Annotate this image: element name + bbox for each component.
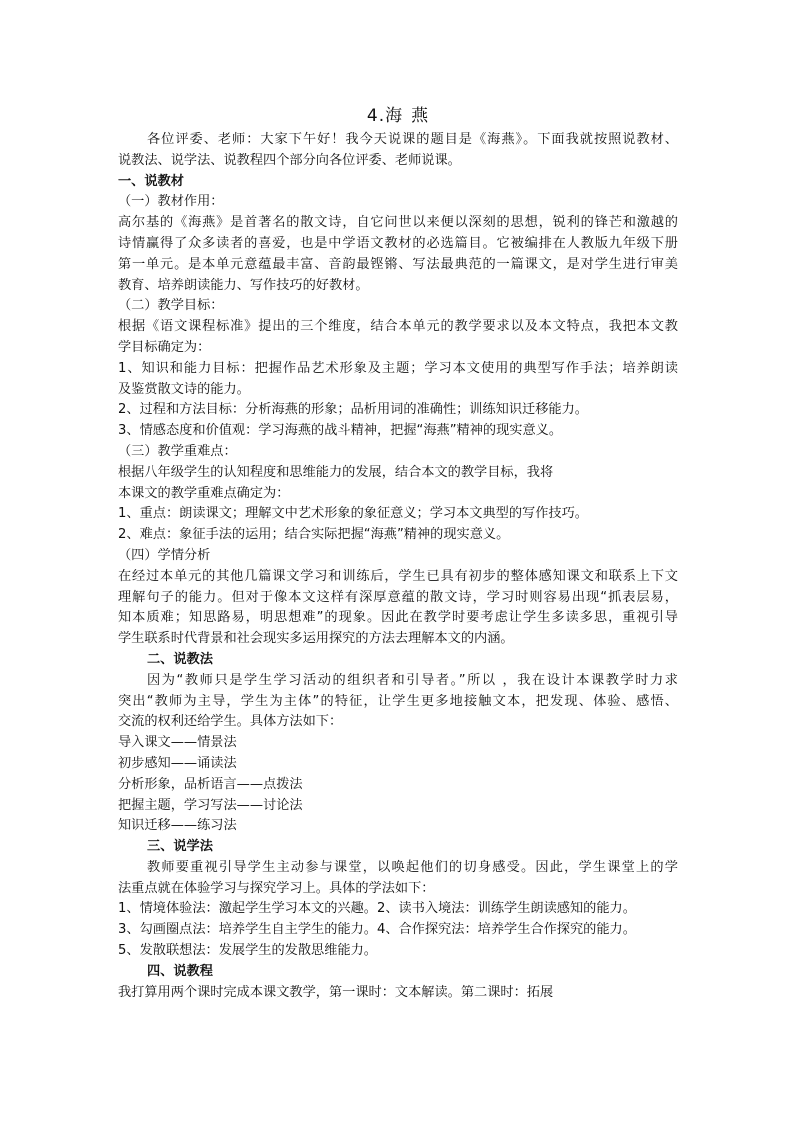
paragraph-line: 在经过本单元的其他几篇课文学习和训练后，学生已具有初步的整体感知课文和联系上下文 xyxy=(118,568,678,584)
paragraph-line: 诗情赢得了众多读者的喜爱，也是中学语文教材的必选篇目。它被编排在人教版九年级下册 xyxy=(118,235,678,251)
section-heading: 三、说学法 xyxy=(147,839,213,855)
paragraph-line: 因为“教师只是学生学习活动的组织者和引导者。”所以 ，我在设计本课教学时力求 xyxy=(147,672,678,688)
paragraph-line: 学目标确定为： xyxy=(118,339,211,355)
paragraph-line: 知本质难；知思路易，明思想难”的现象。因此在教学时要考虑让学生多读多思，重视引导 xyxy=(118,610,678,626)
paragraph-line: 交流的权利还给学生。具体方法如下： xyxy=(118,714,343,730)
section-heading: 二、说教法 xyxy=(147,651,213,667)
paragraph-line: 各位评委、老师：大家下午好！我今天说课的题目是《海燕》。下面我就按照说教材、 xyxy=(147,132,678,147)
list-item: 3、情感态度和价值观：学习海燕的战斗精神，把握“海燕”精神的现实意义。 xyxy=(118,423,563,439)
paragraph-line: 突出“教师为主导，学生为主体”的特征，让学生更多地接触文本，把发现、体验、感悟、 xyxy=(118,693,678,709)
paragraph-line: 理解句子的能力。但对于像本文这样有深厚意蕴的散文诗，学习时则容易出现“抓表层易， xyxy=(118,589,678,605)
body-text xyxy=(118,130,678,1003)
list-item: 知识迁移——练习法 xyxy=(118,818,237,834)
paragraph-line: 本课文的教学重难点确定为： xyxy=(118,485,290,501)
list-item: 1、情境体验法：激起学生学习本文的兴趣。2、读书入境法：训练学生朗读感知的能力。 xyxy=(118,901,636,917)
list-item: 1、重点：朗读课文；理解文中艺术形象的象征意义；学习本文典型的写作技巧。 xyxy=(118,506,588,522)
paragraph-line: 法重点就在体验学习与探究学习上。具体的学法如下： xyxy=(118,880,435,896)
list-item: 2、过程和方法目标：分析海燕的形象；品析用词的准确性；训练知识迁移能力。 xyxy=(118,402,588,418)
paragraph-line: 根据《语文课程标准》提出的三个维度，结合本单元的教学要求以及本文特点，我把本文教 xyxy=(118,319,678,335)
title-number: 4. xyxy=(366,106,386,126)
paragraph-line: 高尔基的《海燕》是首著名的散文诗，自它问世以来便以深刻的思想，锐利的锋芒和激越的 xyxy=(118,215,678,231)
list-item: 5、发散联想法：发展学生的发散思维能力。 xyxy=(118,943,377,959)
list-item: 2、难点：象征手法的运用；结合实际把握“海燕”精神的现实意义。 xyxy=(118,527,510,543)
list-item: 把握主题，学习写法——讨论法 xyxy=(118,797,303,813)
list-item: 初步感知——诵读法 xyxy=(118,755,237,771)
subsection-heading: （二）教学目标： xyxy=(118,298,224,314)
list-item: 3、勾画圈点法：培养学生自主学生的能力。4、合作探究法：培养学生合作探究的能力。 xyxy=(118,922,636,938)
paragraph-line: 学生联系时代背景和社会现实多运用探究的方法去理解本文的内涵。 xyxy=(118,631,514,647)
paragraph-line: 第一单元。是本单元意蕴最丰富、音韵最铿锵、写法最典范的一篇课文，是对学生进行审美 xyxy=(118,256,678,272)
list-item: 分析形象，品析语言——点拨法 xyxy=(118,776,303,792)
paragraph-line: 我打算用两个课时完成本课文教学，第一课时：文本解读。第二课时：拓展 xyxy=(118,984,554,1000)
subsection-heading: （四）学情分析 xyxy=(118,547,211,563)
subsection-heading: （一）教材作用： xyxy=(118,194,224,210)
section-heading: 一、说教材 xyxy=(118,173,184,189)
list-item: 1、知识和能力目标：把握作品艺术形象及主题；学习本文使用的典型写作手法；培养朗读 xyxy=(118,360,678,376)
paragraph-line: 教师要重视引导学生主动参与课堂，以唤起他们的切身感受。因此，学生课堂上的学 xyxy=(147,859,678,875)
paragraph-line: 说教法、说学法、说教程四个部分向各位评委、老师说课。 xyxy=(118,152,461,168)
section-heading: 四、说教程 xyxy=(147,963,213,979)
list-item: 导入课文——情景法 xyxy=(118,735,237,751)
list-item: 及鉴赏散文诗的能力。 xyxy=(118,381,250,397)
subsection-heading: （三）教学重难点： xyxy=(118,443,237,459)
title-part-1: 海 xyxy=(385,106,404,126)
paragraph-line: 根据八年级学生的认知程度和思维能力的发展，结合本文的教学目标，我将 xyxy=(118,464,554,480)
document-page xyxy=(118,102,678,1003)
paragraph-line: 教育、培养朗读能力、写作技巧的好教材。 xyxy=(118,277,369,293)
page-title xyxy=(118,102,678,130)
title-part-2: 燕 xyxy=(411,106,430,126)
